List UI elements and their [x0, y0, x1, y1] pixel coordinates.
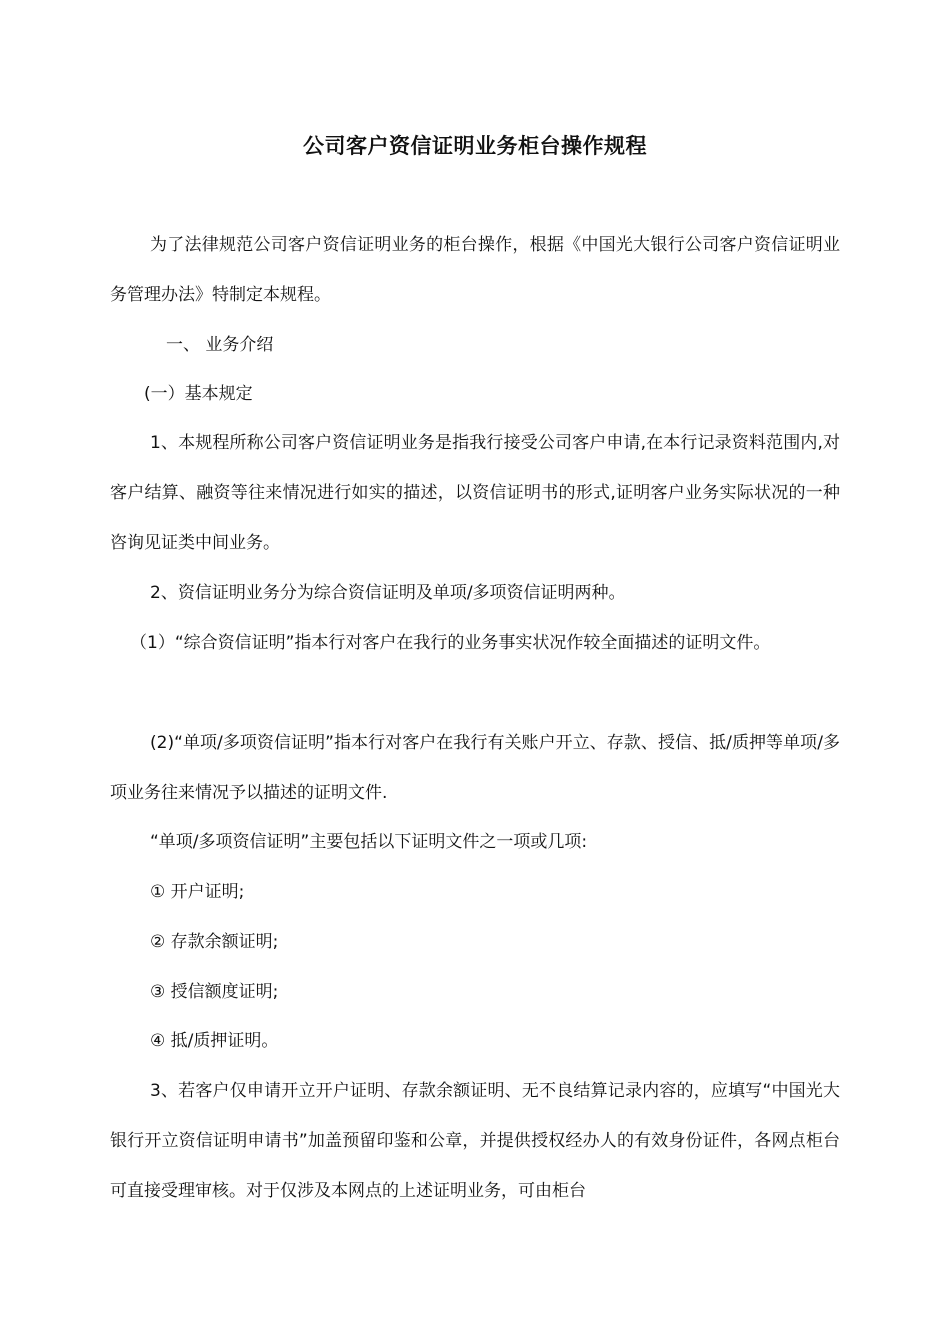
list-item: ③ 授信额度证明;: [150, 982, 279, 1002]
clause-3: 3、若客户仅申请开立开户证明、存款余额证明、无不良结算记录内容的，应填写“中国光大银行开立资信证明申请书”加盖预留印鉴和公章，并提供授权经办人的有效身份证件，各网点柜台可直接受理审核。对于仅涉及本网点的上述证明业务，可由柜台: [110, 1081, 840, 1201]
subsection-heading: (一）基本规定: [144, 384, 253, 404]
list-item: ② 存款余额证明;: [150, 932, 279, 952]
clause-2-sub-2: (2)“单项/多项资信证明”指本行对客户在我行有关账户开立、存款、授信、抵/质押等单项/多项业务往来情况予以描述的证明文件.: [110, 733, 840, 803]
clause-2: 2、资信证明业务分为综合资信证明及单项/多项资信证明两种。: [150, 583, 626, 603]
clause-1: 1、本规程所称公司客户资信证明业务是指我行接受公司客户申请,在本行记录资料范围内,对客户结算、融资等往来情况进行如实的描述，以资信证明书的形式,证明客户业务实际状况的一种咨询见证类中间业务。: [110, 433, 840, 553]
intro-paragraph: 为了法律规范公司客户资信证明业务的柜台操作，根据《中国光大银行公司客户资信证明业务管理办法》特制定本规程。: [110, 235, 840, 305]
clause-2-sub-1: （1）“综合资信证明”指本行对客户在我行的业务事实状况作较全面描述的证明文件。: [130, 633, 771, 653]
clause-2-sub-2-note: “单项/多项资信证明”主要包括以下证明文件之一项或几项:: [150, 832, 588, 852]
section-heading: 一、 业务介绍: [166, 335, 274, 355]
list-item: ① 开户证明;: [150, 882, 245, 902]
document-title: 公司客户资信证明业务柜台操作规程: [303, 134, 647, 158]
list-item: ④ 抵/质押证明。: [150, 1031, 279, 1051]
